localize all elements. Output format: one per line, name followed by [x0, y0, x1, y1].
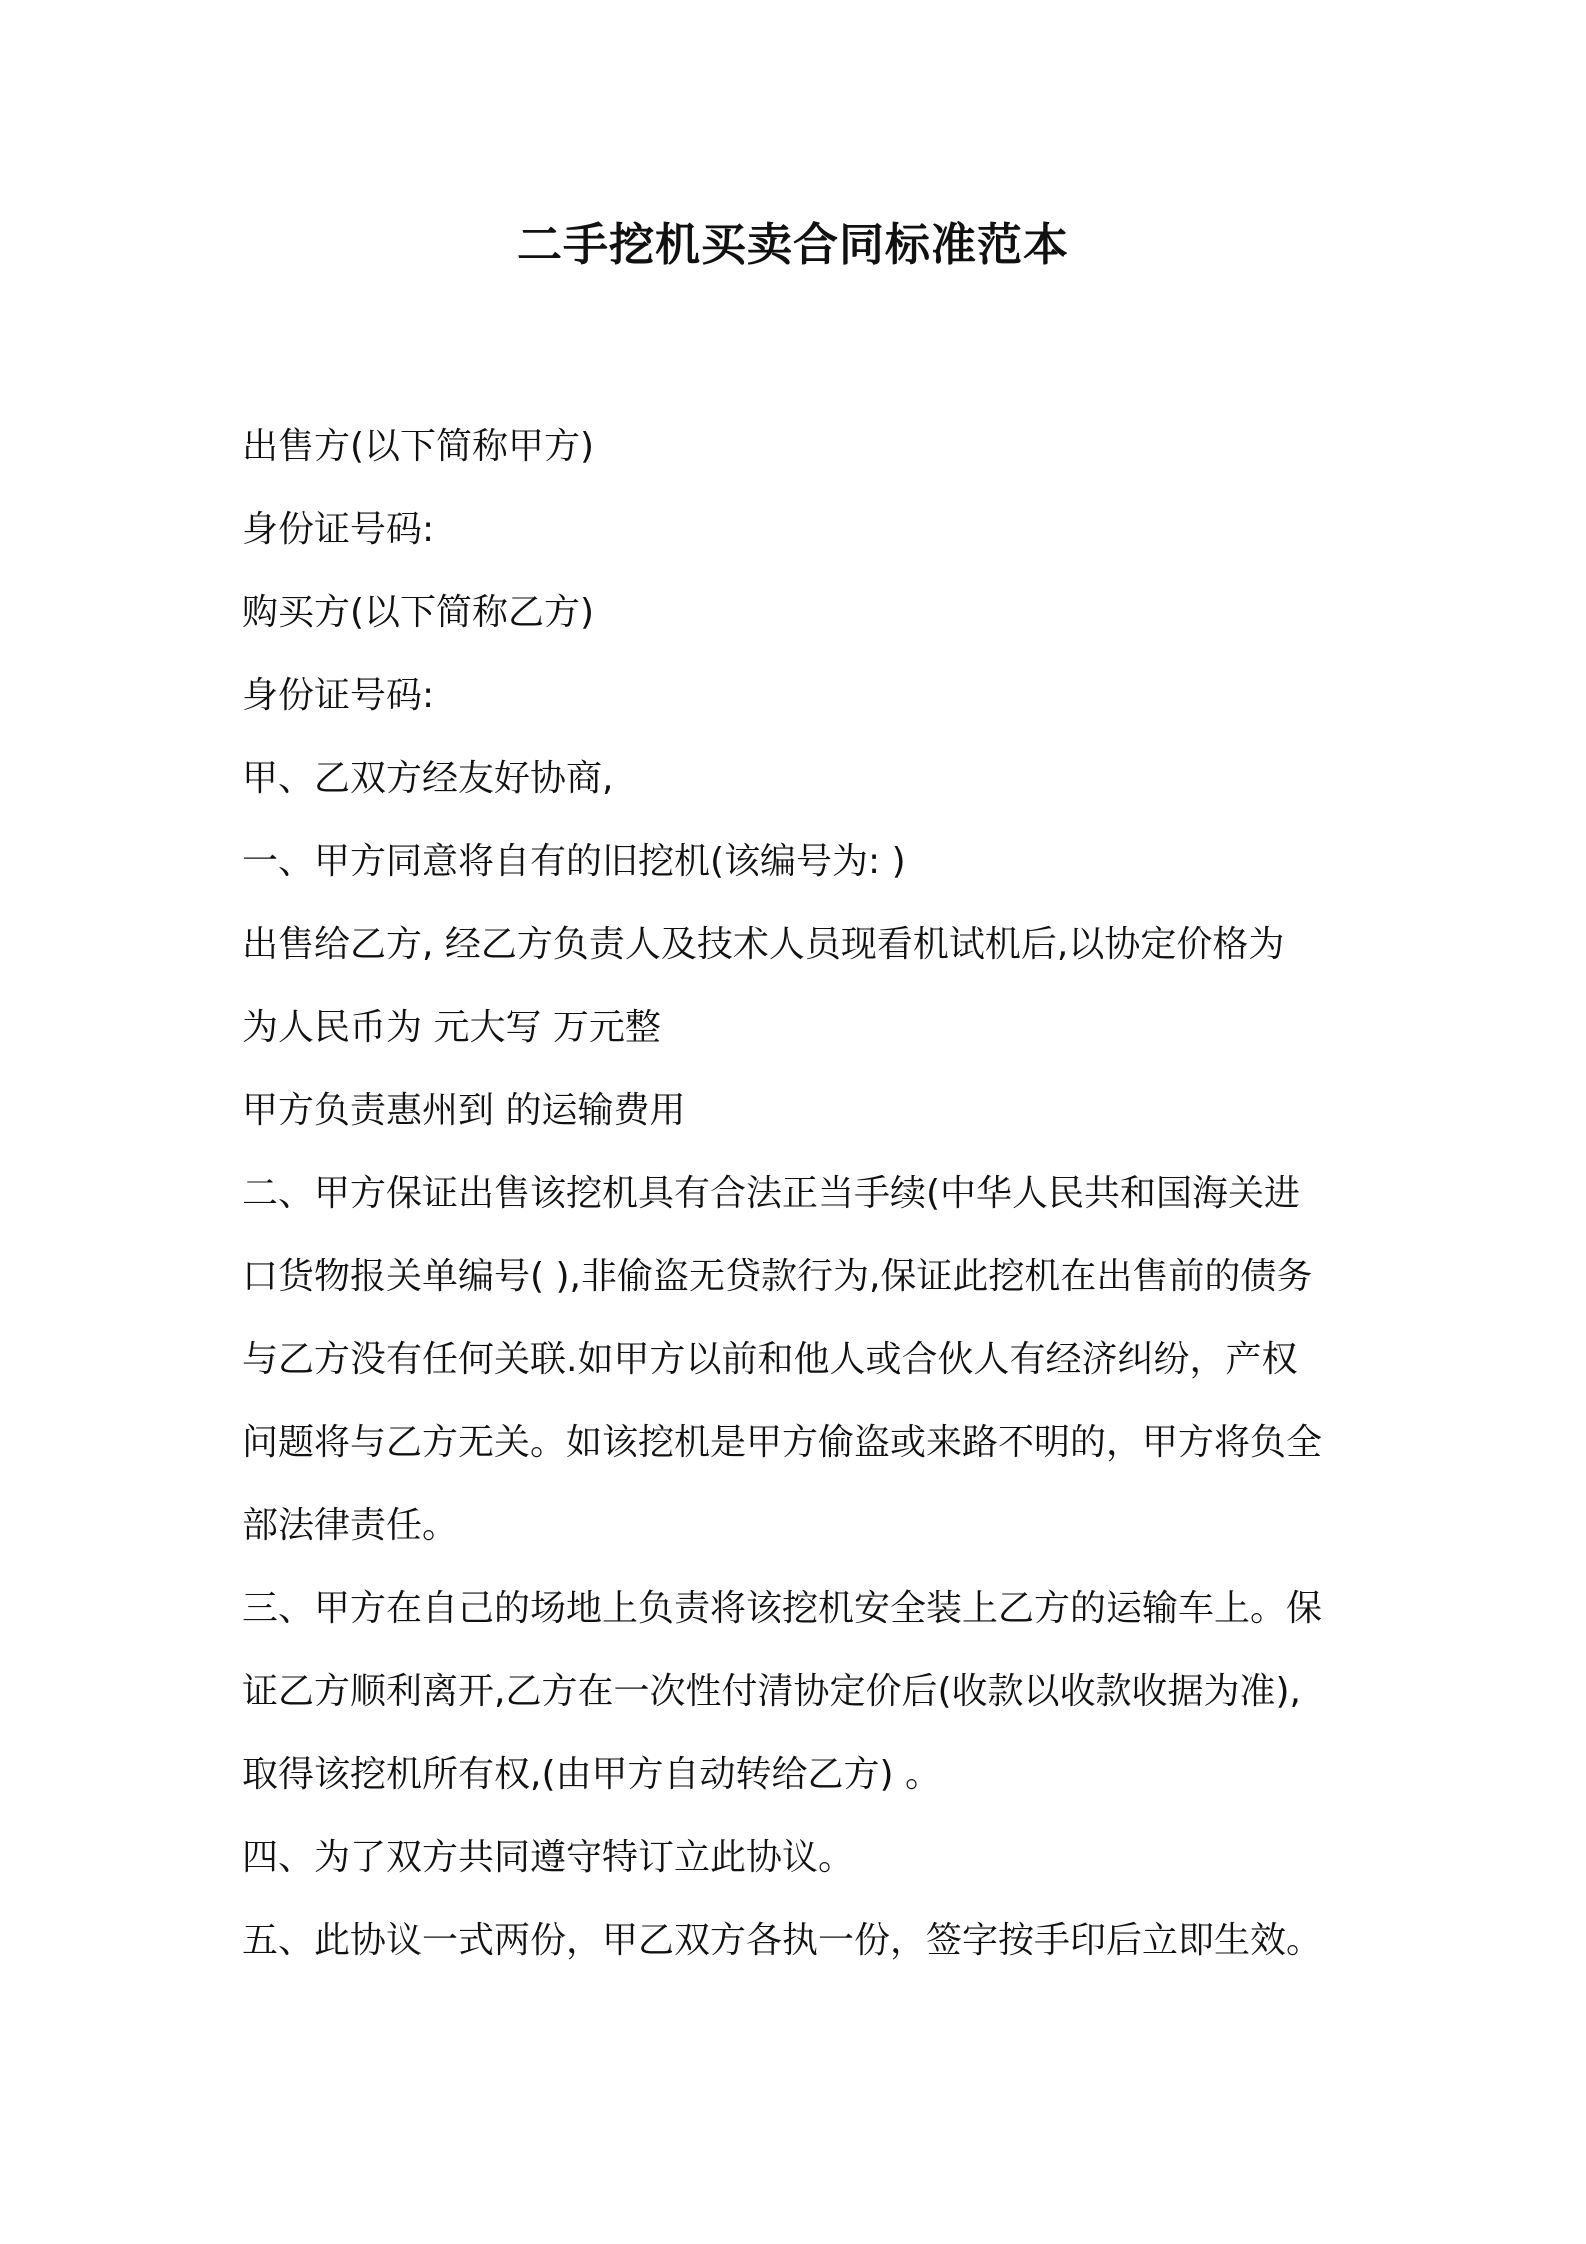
- document-body: [242, 405, 1362, 1982]
- clause-line: 甲方负责惠州到 的运输费用: [242, 1090, 686, 1131]
- clause-line: 出售给乙方, 经乙方负责人及技术人员现看机试机后,以协定价格为: [242, 924, 1285, 965]
- clause-line: 甲、乙双方经友好协商,: [242, 758, 614, 799]
- clause-line: 身份证号码:: [242, 509, 435, 550]
- clause-line: 口货物报关单编号( ),非偷盗无贷款行为,保证此挖机在出售前的债务: [242, 1256, 1313, 1297]
- clause-line: 购买方(以下简称乙方): [242, 592, 595, 633]
- clause-line: 二、甲方保证出售该挖机具有合法正当手续(中华人民共和国海关进: [242, 1173, 1301, 1214]
- clause-line: 证乙方顺利离开,乙方在一次性付清协定价后(收款以收款收据为准),: [242, 1671, 1301, 1712]
- clause-line: 与乙方没有任何关联.如甲方以前和他人或合伙人有经济纠纷，产权: [242, 1339, 1298, 1380]
- clause-line: 问题将与乙方无关。如该挖机是甲方偷盗或来路不明的，甲方将负全: [242, 1422, 1323, 1463]
- clause-line: 为人民币为 元大写 万元整: [242, 1007, 661, 1048]
- clause-line: 四、为了双方共同遵守特订立此协议。: [242, 1837, 855, 1878]
- document-title: 二手挖机买卖合同标准范本: [516, 218, 1069, 271]
- clause-line: 部法律责任。: [242, 1505, 459, 1546]
- clause-line: 出售方(以下简称甲方): [242, 426, 595, 467]
- clause-line: 身份证号码:: [242, 675, 435, 716]
- clause-line: 五、此协议一式两份，甲乙双方各执一份，签字按手印后立即生效。: [242, 1920, 1323, 1961]
- clause-line: 三、甲方在自己的场地上负责将该挖机安全装上乙方的运输车上。保: [242, 1588, 1323, 1629]
- clause-line: 一、甲方同意将自有的旧挖机(该编号为: ): [242, 841, 906, 882]
- clause-line: 取得该挖机所有权,(由甲方自动转给乙方) 。: [242, 1754, 941, 1795]
